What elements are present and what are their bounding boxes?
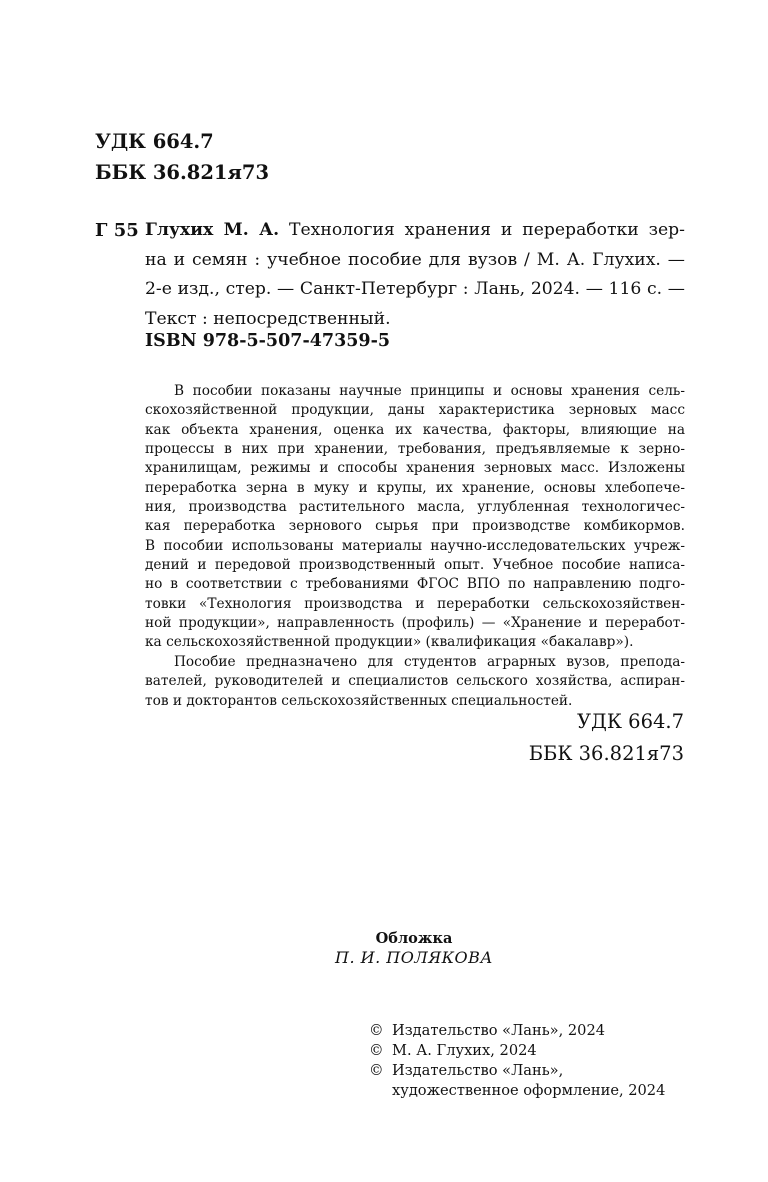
udk-code: УДК 664.7	[576, 710, 684, 733]
bib-line	[145, 216, 685, 246]
copyright-text: Издательство «Лань», 2024	[392, 1022, 606, 1039]
annotation-line: кая переработка зернового сырья при производстве комбикормов.	[145, 518, 685, 535]
copyright-line	[369, 1021, 665, 1041]
bib-line: Текст : непосредственный.	[145, 308, 391, 329]
bibliographic-record	[145, 216, 685, 334]
udk-bbk-header	[95, 126, 269, 188]
bib-author: Глухих М. А.	[145, 220, 280, 240]
copyright-icon: ©	[369, 1062, 384, 1079]
bbk-code: ББК 36.821я73	[95, 161, 270, 184]
copyright-text: Издательство «Лань»,	[392, 1062, 564, 1079]
udk-bbk-footer	[529, 706, 684, 770]
annotation-line: переработка зерна в муку и крупы, их хранение, основы хлебопече-	[145, 479, 685, 496]
copyright-text-continued: художественное оформление, 2024	[392, 1082, 666, 1099]
annotation-line: Пособие предназначено для студентов аграрных вузов, препода-	[174, 653, 685, 670]
cover-label: Обложка	[375, 930, 453, 947]
annotation-line: тов и докторантов сельскохозяйственных специальностей.	[145, 692, 573, 709]
annotation-line: но в соответствии с требованиями ФГОС ВПО по направлению подго-	[145, 576, 685, 593]
bib-line: на и семян : учебное пособие для вузов / М. А. Глухих. —	[145, 249, 685, 270]
annotation-line: дений и передовой производственный опыт. Учебное пособие написа-	[145, 557, 685, 574]
bbk-code: ББК 36.821я73	[528, 742, 684, 765]
copyright-icon: ©	[369, 1022, 384, 1039]
annotation-line: ка сельскохозяйственной продукции» (квалификация «бакалавр»).	[145, 634, 634, 651]
annotation-line: процессы в них при хранении, требования, предъявляемые к зерно-	[145, 441, 685, 458]
annotation-line: ной продукции», направленность (профиль) — «Хранение и переработ-	[145, 615, 685, 632]
bib-line: 2-е изд., стер. — Санкт-Петербург : Лань, 2024. — 116 с. —	[145, 279, 685, 299]
copyright-text: М. А. Глухих, 2024	[392, 1042, 537, 1059]
author-sign: Г 55	[95, 220, 139, 241]
copyright-block	[369, 1021, 665, 1101]
annotation-line: как объекта хранения, оценка их качества, факторы, влияющие на	[145, 421, 685, 438]
copyright-icon: ©	[369, 1042, 384, 1059]
cover-credit	[300, 929, 528, 967]
annotation-line: В пособии использованы материалы научно-исследовательских учреж-	[145, 537, 685, 554]
annotation-line: хранилищам, режимы и способы хранения зерновых масс. Изложены	[145, 460, 685, 477]
annotation-line: ния, производства растительного масла, углубленная технологичес-	[145, 499, 685, 516]
udk-code: УДК 664.7	[95, 130, 214, 153]
annotation-line: вателей, руководителей и специалистов сельского хозяйства, аспиран-	[145, 673, 685, 690]
annotation	[145, 382, 685, 711]
cover-designer: П. И. ПОЛЯКОВА	[335, 948, 493, 967]
copyright-line	[369, 1061, 665, 1081]
isbn: ISBN 978-5-507-47359-5	[145, 331, 391, 351]
annotation-line: скохозяйственной продукции, даны характеристика зерновых масс	[145, 402, 685, 419]
copyright-line	[369, 1041, 665, 1061]
bib-title: Технология хранения и переработки зер-	[289, 220, 685, 240]
annotation-line: товки «Технология производства и переработки сельскохозяйствен-	[145, 595, 685, 612]
annotation-line: В пособии показаны научные принципы и основы хранения сель-	[174, 383, 685, 399]
